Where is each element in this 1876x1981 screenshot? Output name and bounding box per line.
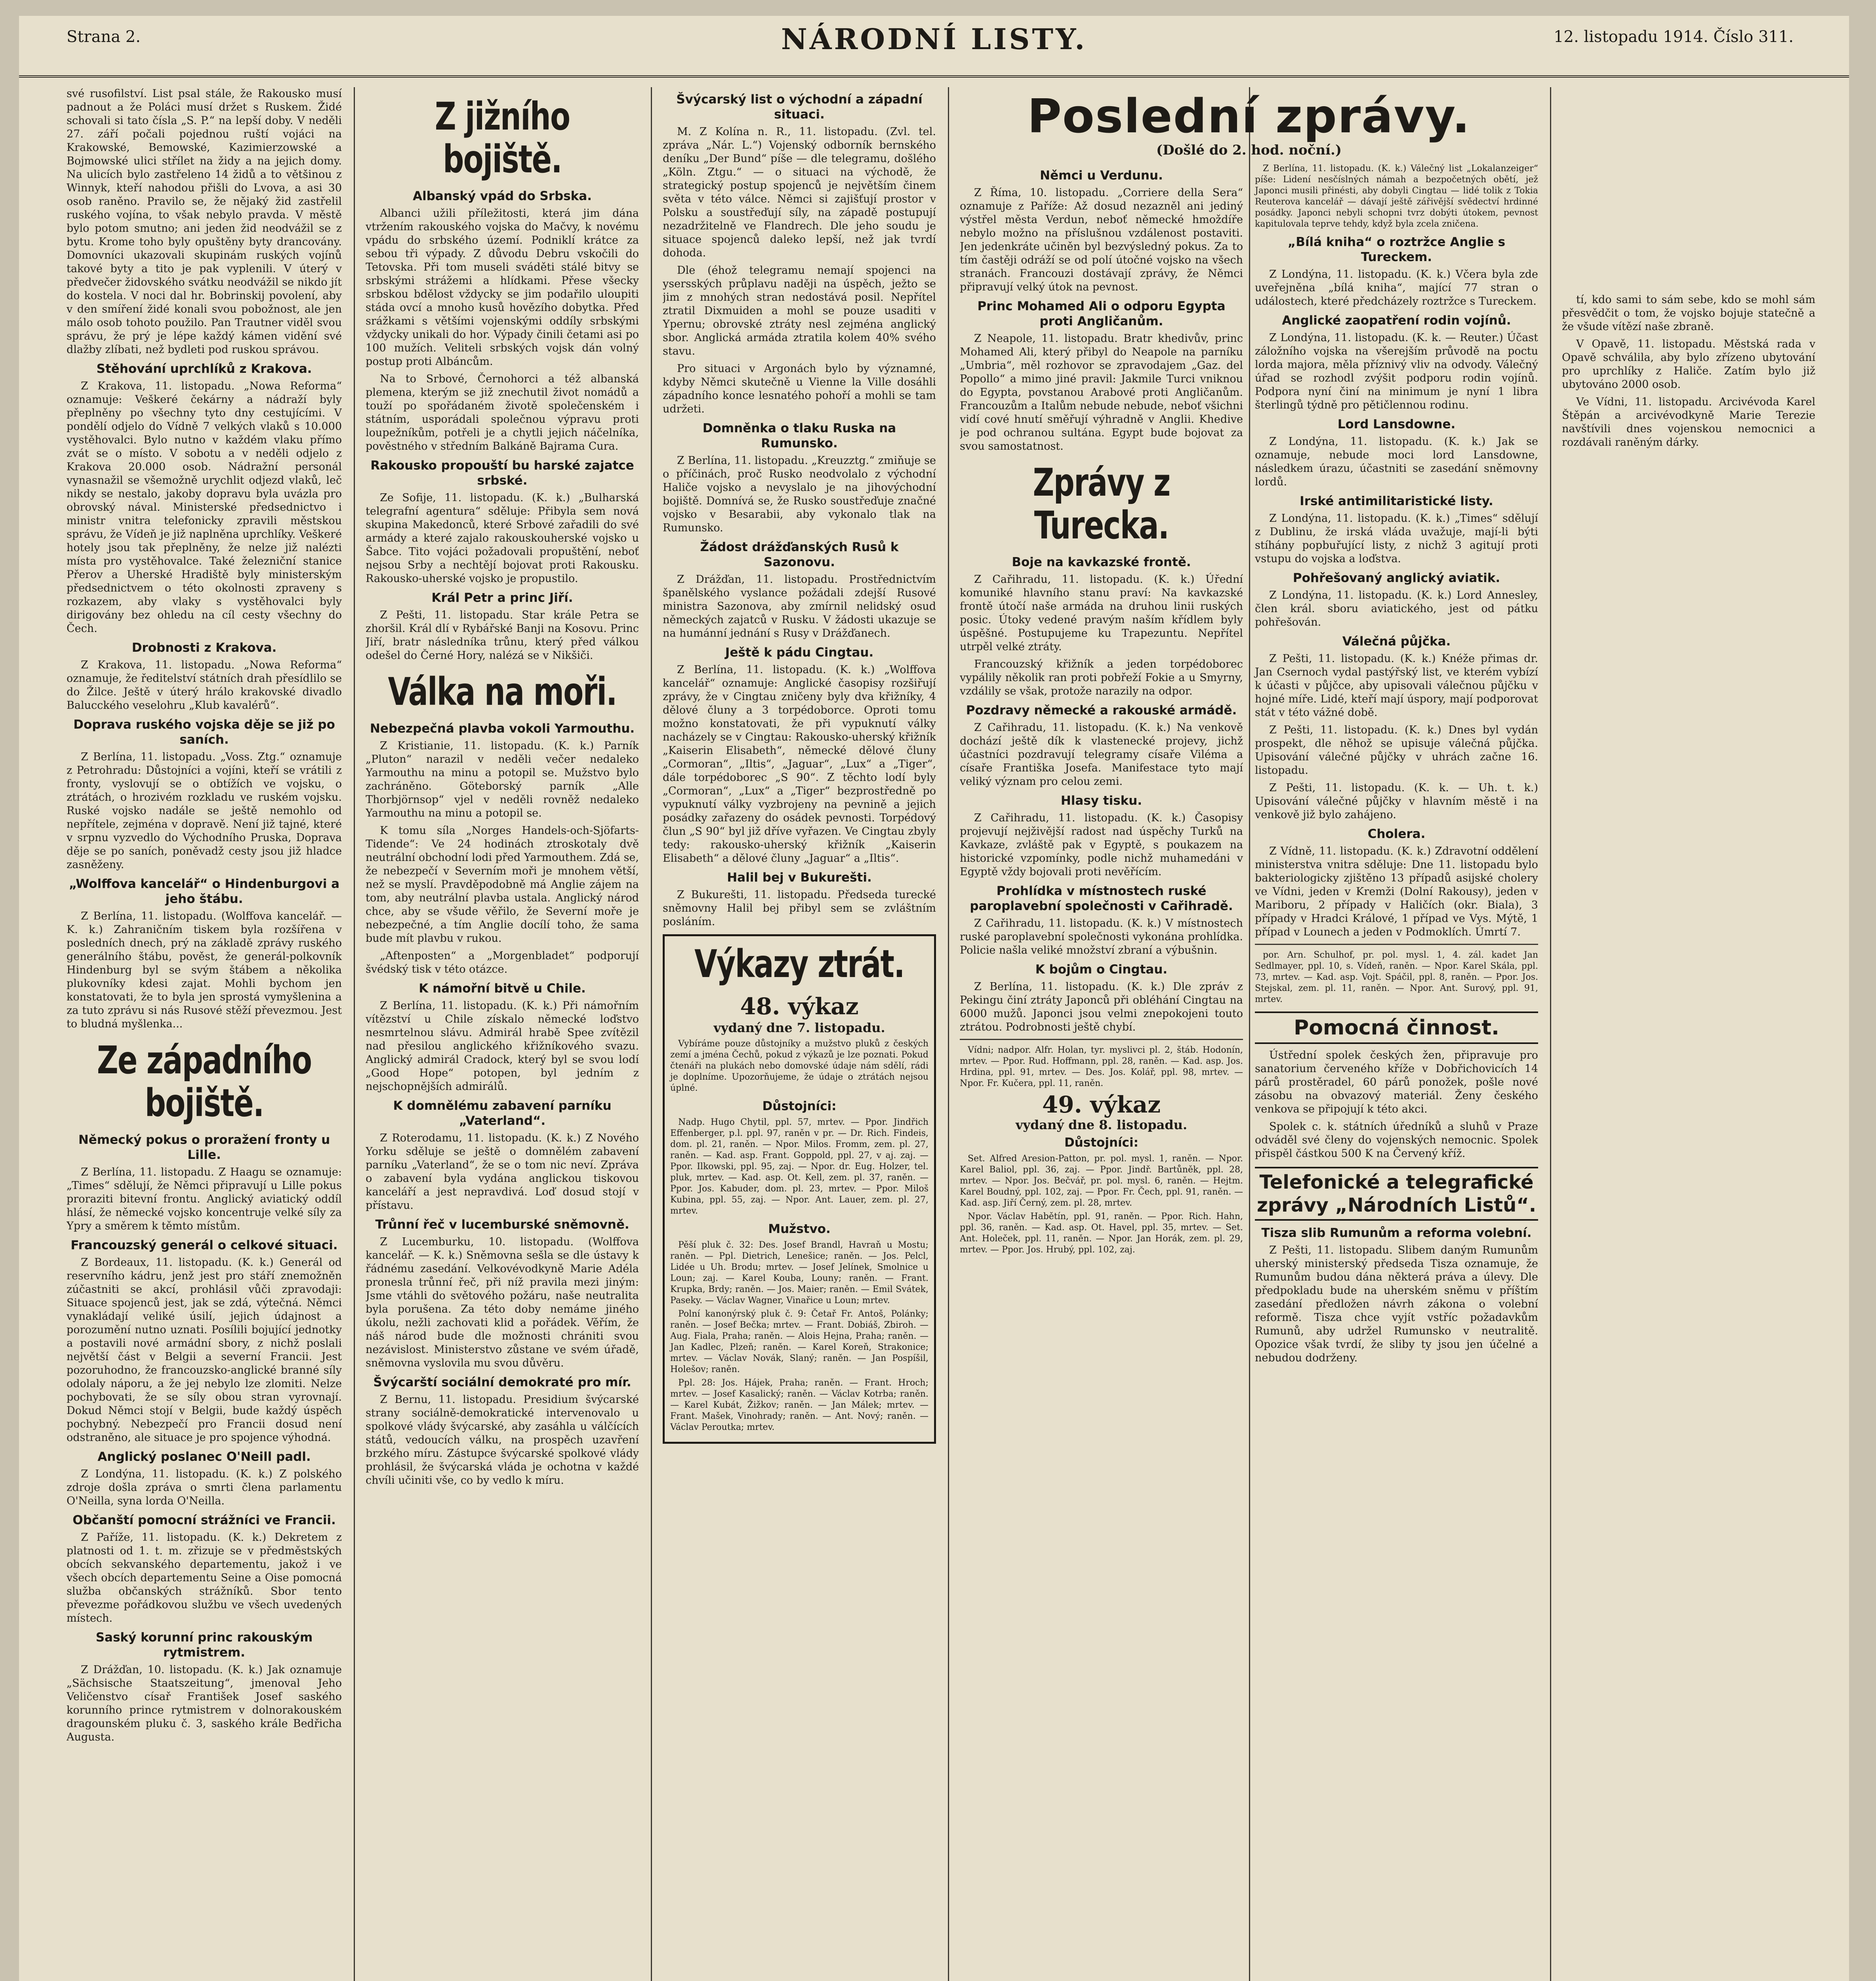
casualty-subheading: Důstojníci: [1064,1136,1139,1150]
article-text: Z Londýna, 11. listopadu. (K. k. — Reuter.) Účast záložního vojska na všerejším průvodě na poctu lorda majora, měla příznivý vliv na odvody. Válečný úřad se rozhodl zvýšit podporu rodin vojínů. Podpora nyní činí na minimum je nyní 1 libra šterlingů týdně pro pětičlennou rodinu. [1255,332,1538,411]
article-text: Z Cařihradu, 11. listopadu. (K. k.) Na venkově dochází ještě dík k vlastenecké projevy, jichž účastníci pozdravují telegramy císaře Viléma a císaře Františka Josefa. Manifestace tyto mají veliký význam pro celou zemi. [960,721,1243,788]
article-headline: Rakousko propouští bu harské zajatce srbské. [370,458,634,488]
casualty-entries: Npor. Václav Habětín, ppl. 91, raněn. — Ppor. Rich. Hahn, ppl. 36, raněn. — Kad. asp. Ot. Havel, ppl. 35, mrtev. — Set. Ant. Holeček, ppl. 11, raněn. — Npor. Jan Horák, zem. pl. 29, mrtev. — Ppor. Jos. Hrubý, ppl. 102, zaj. [960,1212,1243,1255]
article-text: Z Lucemburku, 10. listopadu. (Wolffova kancelář. — K. k.) Sněmovna sešla se dle ústavy k řádnému zasedání. Velkovévodkyně Marie Adéla pronesla trůnní řeč, při níž pravila mezi jiným: Jsme vtáhli do světového požáru, naše neutralita byla porušena. Za této doby nemáme jiného úkolu, nežli zachovati klid a pořádek. Věřím, že náš národ bude dle možnosti chrániti svou nezávislost. Ministerstvo zůstane ve svém úřadě, sněmovna vyslovila mu svou důvěru. [366,1236,639,1369]
article-text: Z Berlína, 11. listopadu. (K. k.) „Wolffova kancelář“ oznamuje: Anglické časopisy rozšiřují zprávy, že v Cingtau zničeny byly dva křižníky, 4 dělové čluny a 3 torpédoborce. Oproti tomu možno konstatovati, že při vypuknutí války nacházely se v Cingtau: Rakousko-uherský křižník „Kaiserin Elisabeth“, německé dělové čluny „Cormoran“, „Iltis“, „Jaguar“, „Lux“ a „Tiger“, dále torpédoborec „S 90“. Z těchto lodí byly „Cormoran“, „Lux“ a „Tiger“ bezprostředně po vypuknutí války vyzbrojeny na pevnině a jejich posádky zařazeny do osádek pevnosti. Torpédový člun „S 90“ byl již dříve vyřazen. Ve Cingtau zbyly tedy: rakousko-uherský křižník „Kaiserin Elisabeth“ a dělové čluny „Jaguar“ a „Iltis“. [663,664,936,865]
article-headline: Žádost drážďanských Rusů k Sazonovu. [700,540,899,569]
article-text: Z Kristianie, 11. listopadu. (K. k.) Parník „Pluton“ narazil v neděli večer nedaleko Yarmouthu na minu a potopil se. Mužstvo bylo zachráněno. Göteborský parník „Alle Thorbjörnsop“ vjel v neděli rovněž nedaleko Yarmouthu na minu a potopil se. [366,740,639,819]
casualty-entries: Vídni; nadpor. Alfr. Holan, tyr. myslivci pl. 2, štáb. Hodonín, mrtev. — Ppor. Rud. Hoffmann, ppl. 28, raněn. — Kad. asp. Jos. Hrdina, ppl. 91, mrtev. — Des. Jos. Kolář, ppl. 98, mrtev. — Npor. Fr. Kučera, ppl. 11, raněn. [960,1045,1243,1088]
brief-news [1255,163,1538,230]
article-text: Z Berlína, 11. listopadu. (K. k.) Válečný list „Lokalanzeiger“ píše: Lidení nesčíslných námah a bezpočetných obětí, jež Japonci musili přinésti, aby dobyli Cingtau — lidé tolik z Tokia Reuterova kancelář — dávají ještě zářivější svědectví hrdinné posádky. Japonci nebyli schopni tvrz dobýti útokem, pevnost kapitulovala teprve tehdy, když byla zcela zničena. [1255,164,1538,229]
article-text: Z Londýna, 11. listopadu. (K. k.) Lord Annesley, člen král. sboru aviatického, jest od pátku pohřešován. [1255,589,1538,628]
article-headline: Lord Lansdowne. [1337,417,1456,431]
casualty-continuation [1255,950,1538,1005]
casualty-list-title: Výkazy ztrát. [694,942,904,986]
article-text: Spolek c. k. státních úředníků a sluhů v Praze odváděl své členy do vojenských nemocnic. Spolek přispěl částkou 500 K na Červený kříž. [1255,1120,1538,1160]
casualty-list-number: 48. výkaz [740,993,859,1020]
article-text: Z Pešti, 11. listopadu. (K. k.) Knéže přimas dr. Jan Csernoch vydal pastýřský list, ve kterém vybízí k účasti v půjčce, aby upisovali válečnou půjčku v hojné míře. Lidé, kteří mají úspory, mají podporovat stát v této vážné době. [1255,653,1538,719]
section-headline: Z jižního bojiště. [435,94,570,181]
article-text: Albanci užili příležitosti, která jim dána vtržením rakouského vojska do Mačvy, k novému vpádu do srbského území. Podniklí krátce za sebou tři výpady. Z důvodu Debru vskočili do Tetovska. Při tom museli sváděti stálé bitvy se srbskými strážemi a hlídkami. Přese všecky srbskou bdělost vždycky se jim podařilo uloupiti stáda ovcí a mnoho kusů hovězího dobytka. Před srážkami s většími vojenskými oddíly srbskými vždycky unikali do hor. Výpady činili četami asi po 100 mužích. Veliteli srbských vojsk dán volný postup proti Albáncům. [366,207,639,368]
article-headline: Občanští pomocní strážníci ve Francii. [72,1513,336,1527]
divider [960,1039,1243,1040]
article-text: Z Paříže, 11. listopadu. (K. k.) Dekretem z platnosti od 1. t. m. zřizuje se v předměstských obcích sekvanského departementu, jakož i ve všech obcích departementu Seine a Oise pomocná služba občanských strážníků. Sbor tento převezme pořádkovou službu ve všech uvedených místech. [67,1531,342,1624]
article-headline: Tisza slib Rumunům a reforma volební. [1261,1226,1532,1240]
article-text: Ústřední spolek českých žen, připravuje pro sanatorium červeného kříže v Dobřichovicích 14 párů prostěradel, 60 párů ponožek, pošle nové zásobu na obvazový materiál. Ženy českého venkova se připojují k této akci. [1255,1049,1538,1115]
article-headline: Němci u Verdunu. [1040,168,1163,183]
masthead: NÁRODNÍ LISTY. [781,22,1087,56]
article-text: Z Berlína, 11. listopadu. (Wolffova kancelář. — K. k.) Zahraničním tiskem byla rozšířena v posledních dnech, prý na základě zprávy ruského generálního štábu, pověst, že generál-polkovník Hindenburg byl se svým štábem a několika plukovníky kdesi zajat. Mohli bychom jen konstatovati, že to byla jen sprostá vymyšlenina a za tuto zprávu si nás Rusové stěží převezmou. Jest to bludná myšlenka... [67,910,342,1030]
casualty-list-date: vydaný dne 8. listopadu. [1015,1117,1188,1132]
divider [1255,944,1538,945]
article-text: Z Londýna, 11. listopadu. (K. k.) Jak se oznamuje, nebude moci lord Lansdowne, následkem úrazu, účastniti se zasedání sněmovny lordů. [1255,435,1538,488]
article-headline: Anglický poslanec O'Neill padl. [97,1450,311,1464]
section-headline: Zprávy z Turecka. [1033,460,1170,548]
casualty-subheading: Důstojníci: [762,1099,837,1113]
article-text: Z Londýna, 11. listopadu. (K. k.) „Times“ sdělují z Dublinu, že irská vláda uvažuje, mají-li býti stíhány popbuřující listy, z nichž 3 agitují proti vstupu do vojska a loďstva. [1255,512,1538,565]
article-text: Z Pešti, 11. listopadu. (K. k.) Dnes byl vydán prospekt, dle něhož se upisuje válečná půjčka. Upisování válečné půjčky v uhrách začne 16. listopadu. [1255,724,1538,777]
section-headline: Ze západního bojiště. [97,1038,312,1125]
casualty-subheading: Mužstvo. [768,1222,831,1236]
article-text: Z Cařihradu, 11. listopadu. (K. k.) Úřední komuniké hlavního stanu praví: Na kavkazské frontě útočí naše armáda na druhou linii ruských posic. Útoky vedené pravým naším křídlem byly úspěšné. Postupujeme ku Trapezuntu. Nepřítel utrpěl velké ztráty. [960,573,1243,653]
article-text: Na to Srbové, Černohorci a též albanská plemena, kterým se již znechutil život nomádů a touží po spořádaném životě společenském i státním, usporádali společnou výpravu proti loupežníkům, potřeli je a chytli jejich náčelníka, pověstného v středním Balkáně Bajrama Cura. [366,373,639,452]
article-headline: Albanský vpád do Srbska. [412,189,592,203]
article-text: Z Drážďan, 10. listopadu. (K. k.) Jak oznamuje „Sächsische Staatszeitung“, jmenoval Jeho Veličenstvo císař František Josef saského korunního prince rytmistrem v dolnorakouském dragounském pluku č. 3, saského krále Bedřicha Augusta. [67,1664,342,1743]
article-text: Z Cařihradu, 11. listopadu. (K. k.) V místnostech ruské paroplavební společnosti vykonána prohlídka. Policie našla veliké množství zbraní a výbušnin. [960,917,1243,956]
article-headline: Drobnosti z Krakova. [132,641,277,655]
article-headline: K bojům o Cingtau. [1035,962,1168,977]
article-text: Z Bukurešti, 11. listopadu. Předseda turecké sněmovny Halil bej přibyl sem se zvláštním posláním. [663,889,936,928]
article-headline: Boje na kavkazské frontě. [1012,555,1191,569]
column-rule [948,87,949,1981]
article-text: Z Vídně, 11. listopadu. (K. k.) Zdravotní oddělení ministerstva vnitra sděluje: Dne 11. listopadu bylo bakteriologicky zjištěno 13 případů asijské cholery ve Vídni, jeden v Kremži (Dolní Rakousy), jeden v Mariboru, 2 případy v Haličích (okr. Biala), 3 případy v Hradci Králové, 1 případ ve Vys. Mýtě, 1 případ v Lounech a jeden v Podmoklích. Úmrtí 7. [1255,845,1538,938]
article-text: V Opavě, 11. listopadu. Městská rada v Opavě schválila, aby bylo zřízeno ubytování pro uprchlíky z Haliče. Zatím bylo již ubytováno 2000 osob. [1562,338,1815,391]
article-headline: „Bílá kniha“ o roztržce Anglie s Tureckem. [1287,235,1506,264]
article-headline: Irské antimilitaristické listy. [1300,494,1493,508]
article-text: Z Berlína, 11. listopadu. (K. k.) Dle zpráv z Pekingu činí ztráty Japonců při obléhání Cingtau na 6000 mužů. Japonci jsou velmi znepokojeni touto ztrátou. Podrobnosti ještě chybí. [960,981,1243,1033]
column-2 [366,87,639,1981]
newspaper-page [19,16,1849,1981]
article-text: Ve Vídni, 11. listopadu. Arcivévoda Karel Štěpán a arcivévodkyně Marie Terezie navštívili dnes vojenskou nemocnici a rozdávali raněným dárky. [1562,396,1815,448]
page-number: Strana 2. [67,28,141,46]
casualty-list-box [663,934,936,1444]
article-headline: Halil bej v Bukurešti. [727,870,872,885]
article-headline: K námořní bitvě u Chile. [419,981,586,996]
column-4-5-top [960,87,1538,1981]
article-text: Z Cařihradu, 11. listopadu. (K. k.) Časopisy projevují nejživější radost nad úspěchy Turků na Kavkaze, zvláště pak v Egyptě, s poukazem na historické vzpomínky, podle nichž muhamedáni v Egyptě vždy bojovali proti nevěřícím. [960,812,1243,878]
article-text: Dle (éhož telegramu nemají spojenci na ysersských průplavu naději na úspěch, ježto se jim z mnohých stran nedostává posil. Nepřítel ztratil Dixmuiden a mohl se pouze usaditi v Ypernu; obrovské ztráty nesl zejména anglický sbor. Anglická armáda ztratila kolem 40% svého stavu. [663,264,936,357]
article-text: Z Pešti, 11. listopadu. Star krále Petra se zhoršil. Král dlí v Rybářské Banji na Kosovu. Princ Jiří, bratr následníka trůnu, který před válkou odešel do Černé Hory, nalézá se v Nikšiči. [366,609,639,662]
article-headline: Francouzský generál o celkové situaci. [71,1238,338,1252]
section-headline: Válka na moři. [388,670,617,714]
casualty-entries: Pěší pluk č. 32: Des. Josef Brandl, Havraň u Mostu; raněn. — Ppl. Dietrich, Lenešice; raněn. — Jos. Pelcl, Lidée u Uh. Brodu; mrtev. — Josef Jelínek, Smolnice u Loun; zaj. — Karel Kouba, Louny; raněn. — Frant. Krupka, Brdy; raněn. — Jos. Maier; raněn. — Emil Svátek, Paseky. — Václav Wagner, Vinařice u Loun; mrtev. [670,1240,928,1305]
article-text: Z Krakova, 11. listopadu. „Nowa Reforma“ oznamuje, že ředitelství státních drah přesídlilo se do Žilce. Ještě v úterý hrálo krakovské divadlo Balucckého veselohru „Klub kavalérů“. [67,659,342,712]
casualty-entries: Set. Alfred Aresion-Patton, pr. pol. mysl. 1, raněn. — Npor. Karel Baliol, ppl. 36, zaj. — Ppor. Jindř. Bartůněk, ppl. 28, mrtev. — Npor. Jos. Bečvář, pr. pol. mysl. 6, raněn. — Hejtm. Karel Boudný, ppl. 102, zaj. — Ppor. Fr. Čech, ppl. 91, raněn. — Kad. asp. Jiří Černý, zem. pl. 28, mrtev. [960,1154,1243,1208]
article-headline: Saský korunní princ rakouským rytmistrem. [95,1630,313,1660]
article-text: Z Neapole, 11. listopadu. Bratr khedivův, princ Mohamed Ali, který přibyl do Neapole na parníku „Umbria“, měl rozhovor se zpravodajem „Gaz. del Popollo“ a mimo jiné pravil: Jakmile Turci vniknou do Egypta, povstanou Arabové proti Angličanům. Francouzům a Italům nebude nebude, neboť všichni vidí cové hnutí směřují výhradně v Anglii. Khedive je pod ochranou sultána. Egypt bude bojovat za svou samostatnost. [960,332,1243,452]
latest-news-columns [960,163,1538,1369]
column-rule [1550,87,1551,1981]
article-text: Z Drážďan, 11. listopadu. Prostřednictvím španělského vyslance požádali zdejší Rusové ministra Sazonova, aby zmírnil nelidský osud německých zajatců v Rusku. V žádosti ukazuje se na humánní jednání s Rusy v Drážďanech. [663,573,936,639]
casualty-list-body [670,1038,928,1433]
casualty-continuation [960,1045,1243,1256]
article-text: tí, kdo sami to sám sebe, kdo se mohl sám přesvědčit o tom, že vojsko bojuje statečně a že všude vítězí naše zbraně. [1562,294,1815,333]
casualty-list-number: 49. výkaz [1042,1091,1161,1118]
casualty-entries: por. Arn. Schulhof, pr. pol. mysl. 1, 4. zál. kadet Jan Sedlmayer, ppl. 10, s. Vídeň, raněn. — Npor. Karel Skála, ppl. 73, mrtev. — Kad. asp. Vojt. Spáčil, ppl. 8, raněn. — Ppor. Jos. Stejskal, zem. pl. 11, raněn. — Npor. Ant. Surový, ppl. 91, mrtev. [1255,950,1538,1004]
article-text: své rusofilství. List psal stále, že Rakousko musí padnout a že Poláci musí držet s Ruskem. Židé schovali si tato čísla „S. P.“ na lepší doby. V neděli 27. září počali pojednou ruští vojáci na Krakowské, Bemowské, Kazimierzowské a Bojmowské ulici střílet na židy a na jejich domy. Na ulicích bylo zastřeleno 14 židů a to většinou z Winnyk, kteří nahodou přišli do Lvova, a asi 30 osob raněno. Pravilo se, že nějaký žid zastřelil ruského vojína, to však nebylo pravda. V městě bylo potom smutno; ani jeden žid neodvážil se z bytu. Krome toho byly opuštěny byty drancovány. Domovníci ukazovali skupinám ruských vojínů takové byty a tito je pak vyplenili. V úterý v předvečer židovského svátku neodvážil se nikdo jít do kostela. V noci dal hr. Bobrinskij povolení, aby v den smíření židé konali svou pobožnost, ale jen málo osob tohoto použilo. Pan Trautner viděl svou správu, že prý je lépe každý kámen vidění své dlažby zlíbati, než bydleti pod ruskou správou. [67,88,342,356]
article-text: Z Roterodamu, 11. listopadu. (K. k.) Z Nového Yorku sděluje se ještě o domnělém zabavení parníku „Vaterland“, že se o tom nic neví. Zpráva o zabavení byla vydána anglickou tiskovou kanceláří a jest nepravdivá. Loď dosud stojí v přístavu. [366,1132,639,1212]
section-box-headline: Telefonické a telegrafické zprávy „Národních Listů“. [1255,1167,1538,1221]
article-text: Z Berlína, 11. listopadu. „Voss. Ztg.“ oznamuje z Petrohradu: Důstojníci a vojíni, kteří se vrátili z fronty, vyslovují se o obtížích ve vojsku, o ztrátách, o hrozivém rozkladu ve ruském vojsku. Ruské vojsko nadále se ještě nemohlo od nepřítele, zejména v dopravě. Není již tajné, které v srpnu vyzvedlo do Východního Pruska, Doprava děje se po saních, poněvadž cesty jsou již hladce zasněženy. [67,751,342,871]
latest-news-subtitle: (Došlé do 2. hod. noční.) [1156,142,1342,158]
article-headline: Nebezpečná plavba vokoli Yarmouthu. [370,721,635,736]
column-6 [1562,293,1815,1981]
article-headline: Anglické zaopatření rodin vojínů. [1282,313,1511,328]
article-text: Z Berlína, 11. listopadu. (K. k.) Při námořním vítězství u Chile získalo německé loďstvo nesmrtelnou slávu. Admirál hrabě Spee zvítězil nad přesilou anglického křižníkového svazu. Anglický admirál Cradock, který byl se svou lodí „Good Hope“ potopen, byl jedním z nejschopnějších admirálů. [366,1000,639,1093]
article-text: Z Berlína, 11. listopadu. „Kreuzztg.“ zmiňuje se o příčinách, proč Rusko neodvolalo z východní Haliče vojsko a nevyslalo je na jihovýchodní bojiště. Domnívá se, že Rusko soustřeďuje značné vojsko v Besarabii, aby vykonalo tlak na Rumunsko. [663,454,936,534]
casualty-intro: Vybíráme pouze důstojníky a mužstvo pluků z českých zemí a jména Čechů, pokud z výkazů je lze poznati. Pokud čtenáři na plukách nebo domovské údaje nám sdělí, rádi je doplníme. Upozorňujeme, že údaje o ztrátách nejsou úplné. [670,1039,928,1093]
section-box-headline: Pomocná činnost. [1255,1011,1538,1044]
column-1 [67,87,342,1981]
article-text: K tomu síla „Norges Handels-och-Sjöfarts-Tidende“: Ve 24 hodinách ztroskotaly dvě neutrální obchodní lodi před Yarmouthem. Zdá se, že nebezpečí v Severním moři je mnohem větší, než se myslí. Pravděpodobně má Anglie zájem na tom, aby neutrální plavba ustala. Anglický národ chce, aby se všude věřilo, že Severní moře je nebezpečné, a tím Anglie docílí toho, že sama bude mít plavbu v rukou. [366,824,639,945]
article-headline: Švýcarští sociální demokraté pro mír. [373,1375,631,1389]
article-headline: Domněnka o tlaku Ruska na Rumunsko. [702,421,896,450]
article-headline: Stěhování uprchlíků z Krakova. [96,362,312,376]
article-headline: K domnělému zabavení parníku „Vaterland“. [393,1099,612,1128]
casualty-list-date: vydaný dne 7. listopadu. [713,1020,885,1035]
article-headline: Pozdravy německé a rakouské armádě. [966,703,1237,718]
article-text: Z Bordeaux, 11. listopadu. (K. k.) Generál od reservního kádru, jenž jest pro stáří znemožněn zúčastniti se akcí, prohlásil vůči zpravodaji: Situace spojenců jest, jak se zdá, výtečná. Němci vynakládají veliké úsilí, jejich údajnost a porozumění nutno uznati. Posílili bojující jednotky a postavili nové armádní sbory, z nichž poslali největší část v Belgii a severní Francii. Jest pozoruhodno, že francouzsko-anglické branné síly odolaly náporu, a že jej nebylo lze zlomiti. Nelze pochybovati, že se síly obou stran vyrovnají. Dokud Němci stojí v Belgii, bude každý úspěch pochybný. Nebezpečí pro Francii dosud není odstraněno, ale situace je pro spojence výhodná. [67,1256,342,1444]
article-headline: Král Petr a princ Jiří. [431,591,573,605]
article-text: Z Londýna, 11. listopadu. (K. k.) Z polského zdroje došla zpráva o smrti člena parlamentu O'Neilla, syna lorda O'Neilla. [67,1468,342,1507]
article-headline: Švýcarský list o východní a západní situaci. [676,92,923,122]
casualty-entries: Nadp. Hugo Chytil, ppl. 57, mrtev. — Ppor. Jindřich Effenberger, p.l. ppl. 97, raněn v pr. — Dr. Rich. Findeis, dom. pl. 21, raněn. — Npor. Milos. Fromm, zem. pl. 27, raněn. — Kad. asp. Frant. Goppold, ppl. 27, v aj. zaj. — Ppor. Ilkowski, ppl. 95, zaj. — Npor. dr. Eug. Holzer, tel. pluk, mrtev. — Kad. asp. Ot. Kell, zem. pl. 37, raněn. — Ppor. Jos. Kabuder, dom. pl. 23, mrtev. — Ppor. Miloš Kubina, ppl. 55, zaj. — Npor. Ant. Lauer, zem. pl. 27, mrtev. [670,1117,928,1216]
article-text: Z Říma, 10. listopadu. „Corriere della Sera“ oznamuje z Paříže: Až dosud nezazněl ani jediný výstřel města Verdun, neboť německé hmoždíře nebylo možno na příslušnou vzdálenost postaviti. Jen jedenkráte učiněn byl bezvýsledný pokus. Za to tím častěji odráží se od polí útočné vojsko na všech stranách. Francouzi dostávají zprávy, že Němci připravují velký útok na pevnost. [960,187,1243,293]
article-headline: Prohlídka v místnostech ruské paroplavební společnosti v Cařihradě. [970,884,1233,913]
article-headline: Doprava ruského vojska děje se již po saních. [73,718,335,747]
article-headline: Cholera. [1367,827,1426,841]
article-headline: Trůnní řeč v lucemburské sněmovně. [375,1218,629,1232]
article-headline: Ještě k pádu Cingtau. [725,645,874,660]
article-text: Ze Sofije, 11. listopadu. (K. k.) „Bulharská telegrafní agentura“ sděluje: Přibyla sem nová skupina Makedonců, které Srbové zařadili do své armády a které zajalo rakouskouherské vojsko u Šabce. Tito vojáci požadovali propuštění, neboť nejsou Srby a nechtějí bojovat proti Rakousku. Rakousko-uherské vojsko je propustilo. [366,492,639,585]
article-text: Z Krakova, 11. listopadu. „Nowa Reforma“ oznamuje: Veškeré čekárny a nádraží byly přeplněny po všechny tyto dny cestujícími. V pondělí odjelo do Vídně 7 velkých vlaků s 10.000 vystěhovalci. Bylo nutno v každém vlaku přímo zvát se o místo. V sobotu a v neděli odjelo z Krakova 20.000 osob. Nádražní personál vynasnažil se všemožně urychlit odjezd vlaků, leč nikdy se nestalo, jakoby dopravu byla uvázla pro obrovský nával. Ministerské předsednictvo i ministr vnitra telefonicky zpravili městskou správu, že Vídeň je již naplněna uprchlíky. Veškeré hotely jsou tak přeplněny, že nelze již nalézti místa pro vystěhovalce. Také železniční stanice Přerov a Uherské Hradiště byly ministerským předsednictvem o této okolnosti zpraveny s rozkazem, aby vlaky s vystěhovalci byly dirigovány bez ohledu na cíl cesty všechny do Čech. [67,380,342,635]
casualty-entries: Ppl. 28: Jos. Hájek, Praha; raněn. — Frant. Hroch; mrtev. — Josef Kasalický; raněn. — Václav Kotrba; raněn. — Karel Kubát, Žižkov; raněn. — Jan Málek; mrtev. — Frant. Mašek, Vinohrady; raněn. — Ant. Nový; raněn. — Václav Peroutka; mrtev. [670,1378,928,1432]
article-text: Z Bernu, 11. listopadu. Presidium švýcarské strany sociálně-demokratické intervenovalo u spolkové vlády švýcarské, aby zasáhla u válčících států, vedoucích válku, na prospěch uzavření brzkého míru. Zástupce švýcarské spolkové vlády prohlásil, že švýcarská vláda je ochotna v každé chvíli učiniti vše, co by vedlo k míru. [366,1393,639,1487]
casualty-entries: Polní kanonýrský pluk č. 9: Četař Fr. Antoš, Polánky; raněn. — Josef Bečka; mrtev. — Frant. Dobiáš, Zbiroh. — Aug. Fiala, Praha; raněn. — Alois Hejna, Praha; raněn. — Jan Kadlec, Plzeň; raněn. — Karel Koreň, Strakonice; mrtev. — Václav Novák, Slaný; raněn. — Jan Pospíšil, Holešov; raněn. [670,1309,928,1374]
column-3 [663,87,936,1981]
article-headline: Hlasy tisku. [1060,794,1142,808]
article-text: Z Berlína, 11. listopadu. Z Haagu se oznamuje: „Times“ sdělují, že Němci připravují u Lille pokus proraziti bitevní frontu. Anglický aviatický oddíl hlásí, že německé vojsko koncentruje velké síly za Ypry a směrem k těmto místům. [67,1166,342,1232]
article-text: M. Z Kolína n. R., 11. listopadu. (Zvl. tel. zpráva „Nár. L.“) Vojenský odborník bernského deníku „Der Bund“ píše — dle telegramu, došlého „Köln. Ztgu.“ — o situaci na východě, že strategický postup spojenců je největším činem světa v této válce. Němci si zajišťují prostor v Polsku a soustřeďují síly, na západě postupují nezadržitelně ve Flandrech. Dle jeho soudu je situace spojenců daleko lepší, než jak tvrdí dohoda. [663,126,936,259]
article-headline: „Wolffova kancelář“ o Hindenburgovi a jeho štábu. [69,877,340,906]
column-rule [651,87,652,1981]
latest-news-title: Poslední zprávy. [1027,89,1471,143]
article-text: Z Londýna, 11. listopadu. (K. k.) Včera byla zde uveřejněna „bílá kniha“, mající 77 stran o událostech, které předcházely roztržce s Tureckem. [1255,268,1538,307]
article-text: „Aftenposten“ a „Morgenbladet“ podporují švédský tisk v této otázce. [366,950,639,975]
article-headline: Princ Mohamed Ali o odporu Egypta proti Angličanům. [977,299,1226,328]
latest-news-left [960,163,1243,1369]
article-text: Pro situaci v Argonách bylo by významné, kdyby Němci skutečně u Vienne la Ville dosáhli západního konce lesnatého pohoří a mohli se tam udržeti. [663,363,936,415]
article-text: Z Pešti, 11. listopadu. Slibem daným Rumunům uherský ministerský předseda Tisza oznamuje, že Rumunům budou dána některá práva a úlevy. Dle předpokladu bude na uherském sněmu v příštím zasedání předložen návrh zákona o volební reformě. Tisza chce vyjít vstříc požadavkům Rumunů, aby udržel Rumunsko v neutralitě. Opozice však tvrdí, že sliby ty jsou jen účelné a nebudou dodrženy. [1255,1244,1538,1364]
article-headline: Pohřešovaný anglický aviatik. [1293,571,1500,585]
article-headline: Válečná půjčka. [1342,634,1451,649]
running-header [19,16,1849,78]
article-headline: Německý pokus o proražení fronty u Lille. [78,1133,330,1162]
issue-date: 12. listopadu 1914. Číslo 311. [1554,28,1794,46]
latest-news-right [1255,163,1538,1369]
article-text: Z Pešti, 11. listopadu. (K. k. — Uh. t. k.) Upisování válečné půjčky v hlavním městě i na venkově již bylo zahájeno. [1255,782,1538,821]
article-text: Francouzský křižník a jeden torpédoborec vypálily několik ran proti pobřeží Fokie a u Smyrny, vzdálily se však, protože narazily na odpor. [960,658,1243,697]
column-rule [354,87,355,1981]
